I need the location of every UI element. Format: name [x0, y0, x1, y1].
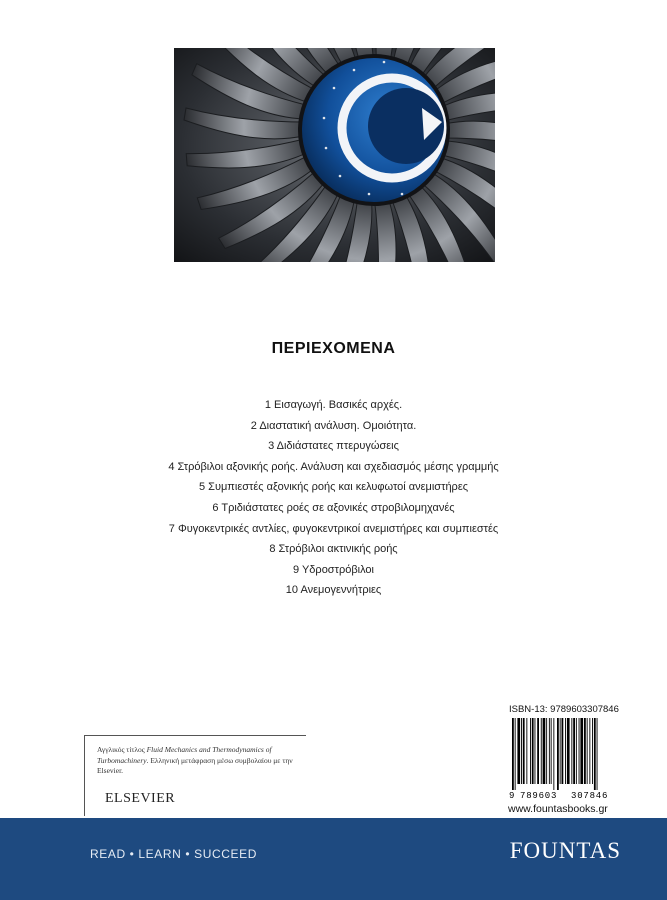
isbn-label: ISBN-13: 9789603307846: [509, 704, 619, 715]
barcode-bar: [515, 718, 516, 790]
barcode-bar: [551, 718, 552, 784]
barcode-bar: [549, 718, 550, 784]
copyright-prefix: Αγγλικός τίτλος: [97, 745, 145, 754]
barcode-bar: [560, 718, 561, 784]
barcode: [508, 716, 624, 802]
copyright-box: [84, 735, 306, 816]
footer-band: [0, 818, 667, 900]
table-of-contents: [0, 395, 667, 601]
barcode-bar: [526, 718, 527, 784]
barcode-bar: [517, 718, 520, 784]
toc-item: 8 Στρόβιλοι ακτινικής ροής: [269, 543, 398, 556]
original-title: Fluid Mechanics and Thermodynamics of Turbomachinery: [97, 745, 272, 765]
barcode-bar: [530, 718, 531, 784]
toc-item: 6 Τριδιάστατες ροές σε αξονικές στροβιλομηχανές: [212, 501, 455, 514]
barcode-bar: [567, 718, 570, 784]
copyright-note: [97, 745, 302, 777]
barcode-digits-left: 789603: [520, 791, 558, 801]
barcode-digit-first: 9: [509, 791, 515, 801]
turbofan-engine-photo: [174, 48, 495, 262]
barcode-bar: [597, 718, 598, 790]
barcode-bar: [557, 718, 559, 790]
barcode-bar: [537, 718, 539, 784]
tagline: READ • LEARN • SUCCEED: [90, 847, 257, 861]
toc-item: 5 Συμπιεστές αξονικής ροής και κελυφωτοί ανεμιστήρες: [198, 481, 469, 494]
toc-item: 2 Διαστατική ανάλυση. Ομοιότητα.: [250, 419, 417, 432]
barcode-bar: [523, 718, 525, 784]
barcode-bar: [521, 718, 522, 784]
publisher-brand: FOUNTAS: [509, 838, 621, 863]
toc-item: 7 Φυγοκεντρικές αντλίες, φυγοκεντρικοί ανεμιστήρες και συμπιεστές: [168, 522, 499, 535]
barcode-bar: [573, 718, 575, 784]
barcode-bar: [594, 718, 596, 790]
toc-item: 1 Εισαγωγή. Βασικές αρχές.: [264, 399, 403, 411]
toc-item: 4 Στρόβιλοι αξονικής ροής. Ανάλυση και σχεδιασμός μέσης γραμμής: [168, 460, 499, 473]
barcode-digits-right: 307846: [571, 791, 609, 801]
barcode-bar: [532, 718, 534, 784]
barcode-bar: [546, 718, 547, 784]
barcode-bar: [584, 718, 586, 784]
barcode-bar: [562, 718, 564, 784]
barcode-bar: [579, 718, 580, 784]
toc-item: 10 Ανεμογεννήτριες: [285, 584, 382, 597]
barcode-bar: [589, 718, 590, 784]
barcode-bar: [543, 718, 546, 784]
toc-title: ΠΕΡΙΕΧΟΜΕΝΑ: [271, 340, 396, 357]
barcode-bar: [587, 718, 588, 784]
copyright-suffix: . Ελληνική μετάφραση μέσω συμβολαίου με την Elsevier.: [97, 755, 293, 775]
barcode-bar: [565, 718, 566, 784]
barcode-bar: [592, 718, 593, 784]
toc-item: 3 Διδιάστατες πτερυγώσεις: [268, 440, 399, 453]
barcode-bar: [541, 718, 542, 784]
barcode-bar: [512, 718, 514, 790]
barcode-bar: [571, 718, 572, 784]
barcode-bar: [576, 718, 577, 784]
elsevier-logo: ELSEVIER: [105, 791, 176, 806]
website-link[interactable]: www.fountasbooks.gr: [508, 803, 608, 815]
barcode-bar: [553, 718, 554, 790]
barcode-bar: [580, 718, 583, 784]
toc-item: 9 Υδροστρόβιλοι: [293, 563, 374, 576]
barcode-bar: [535, 718, 536, 784]
